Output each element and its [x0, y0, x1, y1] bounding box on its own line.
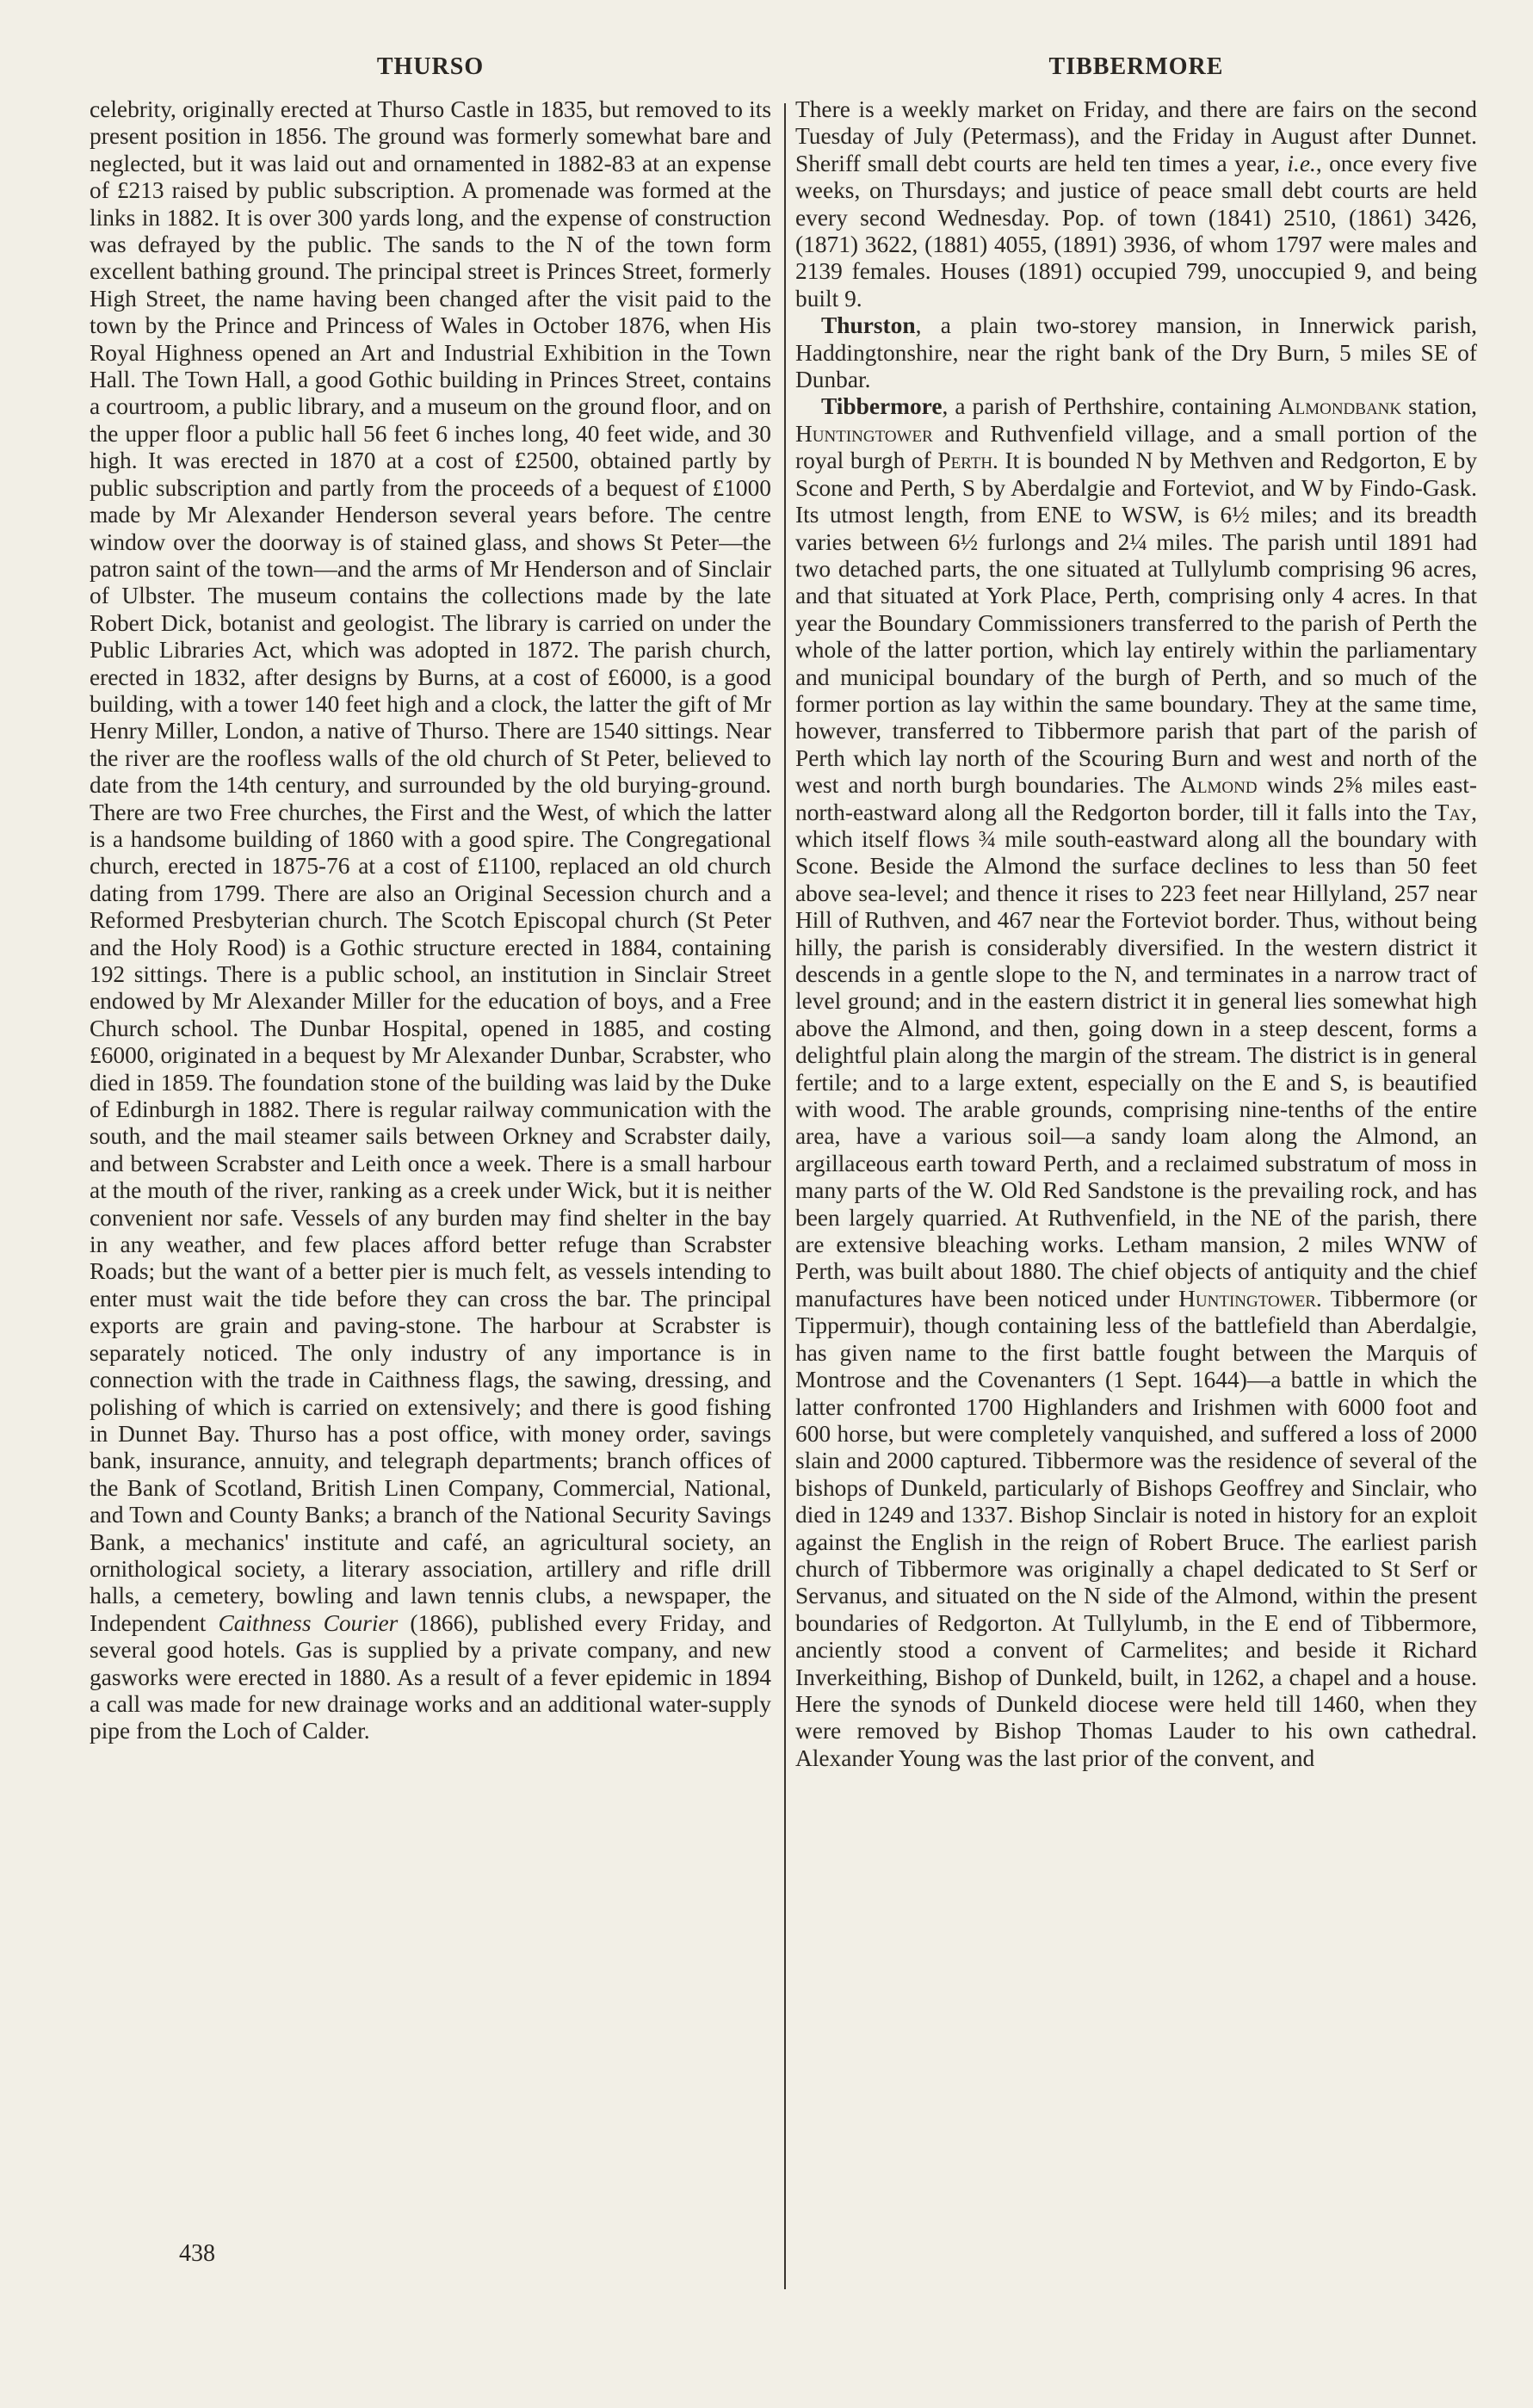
tibbermore-term: Tibbermore — [821, 393, 943, 420]
tibbermore-text-1: , a parish of Perthshire, containing — [942, 393, 1278, 420]
xref-almondbank: Almondbank — [1277, 393, 1402, 420]
xref-tay: Tay — [1434, 799, 1472, 825]
tibbermore-entry — [795, 393, 1477, 1772]
xref-huntingtower: Huntingtower — [795, 420, 933, 447]
xref-huntingtower-2: Huntingtower — [1178, 1285, 1316, 1312]
tibbermore-text-4: . It is bounded N by Methven and Redgorton, E by Scone and Perth, S by Aberdalgie and Forteviot, and W by Findo-Gask. Its utmost length, from ENE to WSW, is 6½ miles; and its breadth varies between 6½ furlongs and 2¼ miles. The parish until 1891 had two detached parts, the one situated at Tullylumb comprising 96 acres, and that situated at York Place, Perth, comprising only 4 acres. In that year the Boundary Commissioners transferred to the parish of Perth the whole of the latter portion, which lay entirely within the parliamentary and municipal boundary of the burgh of Perth, and so much of the former portion as lay within the same boundary. They at the same time, however, transferred to Tibbermore parish that part of the parish of Perth which lay north of the Scouring Burn and west and north of the west and north burgh boundaries. The — [795, 448, 1478, 799]
thurso-continuation — [795, 96, 1477, 312]
running-head-right: TIBBERMORE — [1048, 53, 1224, 80]
market-text-end: , once every five weeks, on Thursdays; and justice of peace small debt courts are held every second Wednesday. Pop. of town (1841) 2510, (1861) 3426, (1871) 3622, (1881) 4055, (1891) 3936, of whom 1797 were males and 2139 females. Houses (1891) occupied 799, unoccupied 9, and being built 9. — [795, 150, 1477, 312]
thurston-entry — [795, 312, 1477, 393]
thurso-paragraph — [90, 96, 771, 1745]
tibbermore-text-3: and Ruthvenfield village, and a small portion of the royal burgh of — [795, 420, 1477, 474]
thurston-term: Thurston — [821, 312, 916, 339]
tibbermore-text-2: station, — [1401, 393, 1477, 420]
ie-abbrev: i.e. — [1287, 150, 1316, 176]
page-number: 438 — [179, 2240, 215, 2267]
thurso-text: celebrity, originally erected at Thurso Castle in 1835, but removed to its present position in 1856. The ground was formerly somewhat bare and neglected, but it was laid out and ornamented in 1882-83 at an expense of £213 raised by public subscription. A promenade was formed at the links in 1882. It is over 300 yards long, and the expense of construction was defrayed by the public. The sands to the N of the town form excellent bathing ground. The principal street is Princes Street, formerly High Street, the name having been changed after the visit paid to the town by the Prince and Princess of Wales in October 1876, when His Royal Highness opened an Art and Industrial Exhibition in the Town Hall. The Town Hall, a good Gothic building in Princes Street, contains a courtroom, a public library, and a museum on the ground floor, and on the upper floor a public hall 56 feet 6 inches long, 40 feet wide, and 30 high. It was erected in 1870 at a cost of £2500, obtained partly by public subscription and partly from the proceeds of a bequest of £1000 made by Mr Alexander Henderson several years before. The centre window over the doorway is of stained glass, and shows St Peter—the patron saint of the town—and the arms of Mr Henderson and of Sinclair of Ulbster. The museum contains the collections made by the late Robert Dick, botanist and geologist. The library is carried on under the Public Libraries Act, which was adopted in 1872. The parish church, erected in 1832, after designs by Burns, at a cost of £6000, is a good building, with a tower 140 feet high and a clock, the latter the gift of Mr Henry Miller, London, a native of Thurso. There are 1540 sittings. Near the river are the roofless walls of the old church of St Peter, believed to date from the 14th century, and surrounded by the old burying-ground. There are two Free churches, the First and the West, of which the latter is a handsome building of 1860 with a good spire. The Congregational church, erected in 1875-76 at a cost of £1100, replaced an old church dating from 1799. There are also an Original Secession church and a Reformed Presbyterian church. The Scotch Episcopal church (St Peter and the Holy Rood) is a Gothic structure erected in 1884, containing 192 sittings. There is a public school, an institution in Sinclair Street endowed by Mr Alexander Miller for the education of boys, and a Free Church school. The Dunbar Hospital, opened in 1885, and costing £6000, originated in a bequest by Mr Alexander Dunbar, Scrabster, who died in 1859. The foundation stone of the building was laid by the Duke of Edinburgh in 1882. There is regular railway communication with the south, and the mail steamer sails between Orkney and Scrabster daily, and between Scrabster and Leith once a week. There is a small harbour at the mouth of the river, ranking as a creek under Wick, but it is neither convenient nor safe. Vessels of any burden may find shelter in the bay in any weather, and few places afford better refuge than Scrabster Roads; but the want of a better pier is much felt, as vessels intending to enter must wait the tide before they can cross the bar. The principal exports are grain and paving-stone. The harbour at Scrabster is separately noticed. The only industry of any importance is in connection with the trade in Caithness flags, the sawing, dressing, and polishing of which is carried on extensively; and there is good fishing in Dunnet Bay. Thurso has a post office, with money order, savings bank, insurance, annuity, and telegraph departments; branch offices of the Bank of Scotland, British Linen Company, Commercial, National, and Town and County Banks; a branch of the National Security Savings Bank, a mechanics' institute and café, an agricultural society, an ornithological society, a literary association, artillery and rifle drill halls, a cemetery, bowling and lawn tennis clubs, a newspaper, the Independent — [90, 96, 771, 1636]
running-head-left: THURSO — [376, 53, 485, 80]
tibbermore-text-6: , which itself flows ¾ mile south-eastward along all the boundary with Scone. Beside the Almond the surface declines to less than 50 feet above sea-level; and thence it rises to 223 feet near Hillyland, 257 near Hill of Ruthven, and 467 near the Forteviot border. Thus, without being hilly, the parish is considerably diversified. In the western district it descends in a gentle slope to the N, and terminates in a narrow tract of level ground; and in the eastern district it in general lies somewhat high above the Almond, and then, going down in a steep descent, forms a delightful plain along the margin of the stream. The district is in general fertile; and to a large extent, especially on the E and S, is beautified with wood. The arable grounds, comprising nine-tenths of the entire area, have a various soil—a sandy loam along the Almond, an argillaceous earth toward Perth, and a reclaimed substratum of moss in many parts of the W. Old Red Sandstone is the prevailing rock, and has been largely quarried. At Ruthvenfield, in the NE of the parish, there are extensive bleaching works. Letham mansion, 2 miles WNW of Perth, was built about 1880. The chief objects of antiquity and the chief manufactures have been noticed under — [795, 799, 1477, 1312]
left-column — [90, 96, 771, 1745]
tibbermore-text-7: . Tibbermore (or Tippermuir), though containing less of the battlefield than Aberdalgie, has given name to the first battle fought between the Marquis of Montrose and the Covenanters (1 Sept. 1644)—a battle in which the latter confronted 1700 Highlanders and Irishmen with 6000 foot and 600 horse, but were completely vanquished, and suffered a loss of 2000 slain and 2000 captured. Tibbermore was the residence of several of the bishops of Dunkeld, particularly of Bishops Geoffrey and Sinclair, who died in 1249 and 1337. Bishop Sinclair is noted in history for an exploit against the English in the reign of Robert Bruce. The earliest parish church of Tibbermore was originally a chapel dedicated to St Serf or Servanus, and situated on the N side of the Almond, within the present boundaries of Redgorton. At Tullylumb, in the E end of Tibbermore, anciently stood a convent of Carmelites; and beside it Richard Inverkeithing, Bishop of Dunkeld, built, in 1262, a chapel and a house. Here the synods of Dunkeld diocese were held till 1460, when they were removed by Bishop Thomas Lauder to his own cathedral. Alexander Young was the last prior of the convent, and — [795, 1285, 1477, 1771]
newspaper-title: Caithness Courier — [218, 1609, 399, 1636]
tibbermore-text-5: winds 2⅝ miles east-north-eastward along all the Redgorton border, till it falls into the — [795, 772, 1477, 825]
thurston-text: , a plain two-storey mansion, in Innerwick parish, Haddingtonshire, near the right bank of the Dry Burn, 5 miles SE of Dunbar. — [795, 312, 1477, 393]
market-text: There is a weekly market on Friday, and there are fairs on the second Tuesday of July (Petermass), and the Friday in August after Dunnet. Sheriff small debt courts are held ten times a year, — [795, 96, 1477, 176]
xref-almond: Almond — [1180, 772, 1258, 799]
thurso-text-end: (1866), published every Friday, and several good hotels. Gas is supplied by a private company, and new gasworks were erected in 1880. As a result of a fever epidemic in 1894 a call was made for new drainage works and an additional water-supply pipe from the Loch of Calder. — [90, 1609, 771, 1744]
right-column — [795, 96, 1477, 1772]
xref-perth: Perth — [937, 448, 993, 474]
column-divider — [784, 103, 786, 2289]
